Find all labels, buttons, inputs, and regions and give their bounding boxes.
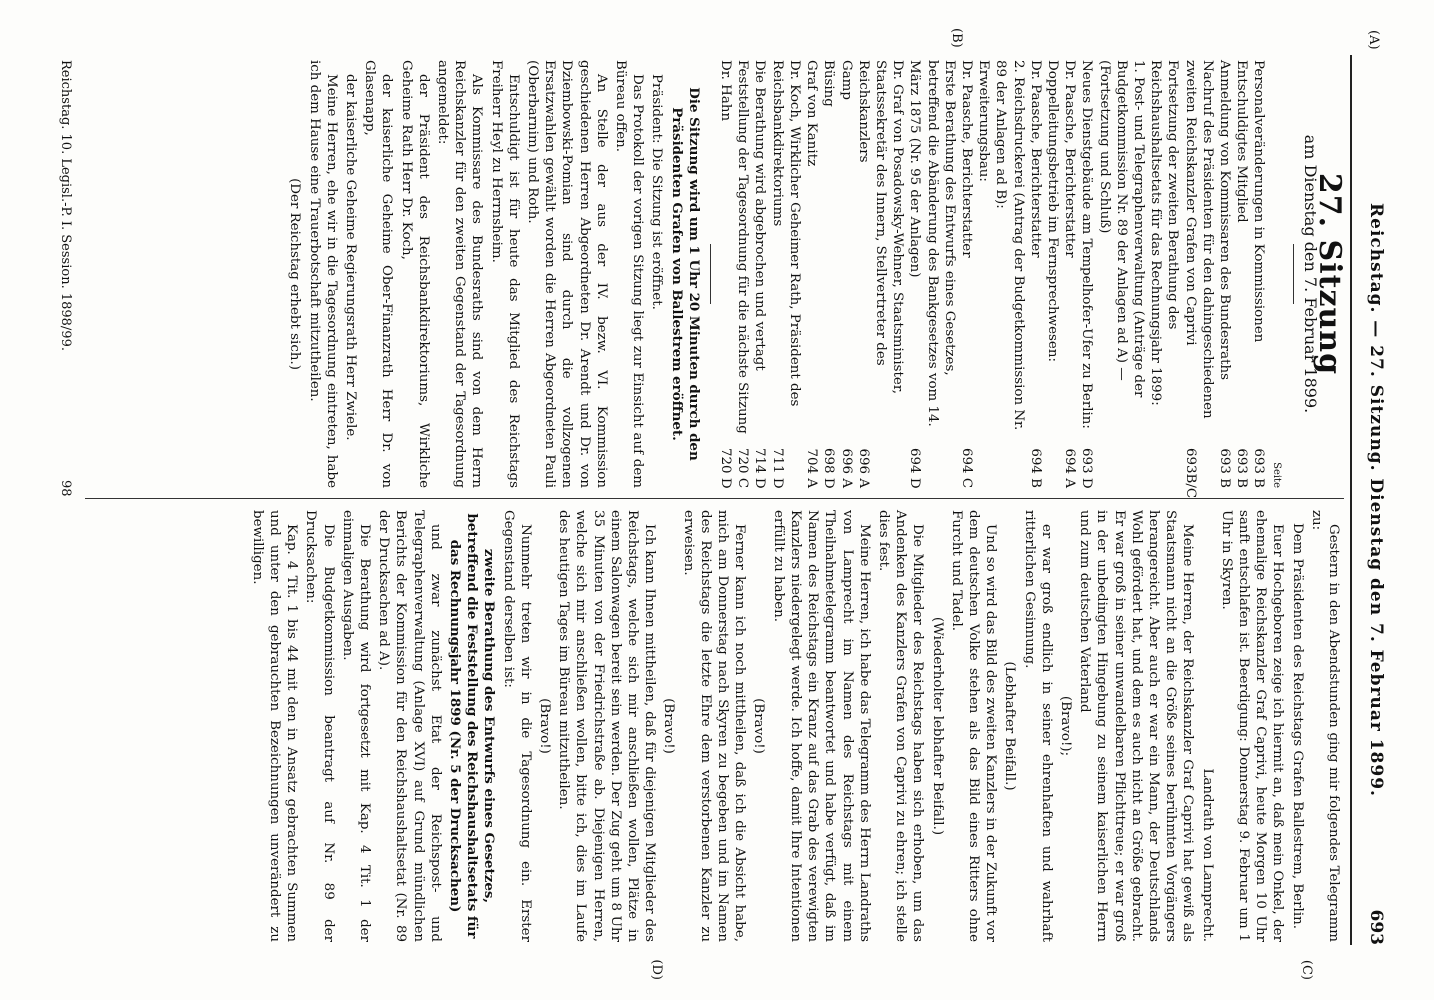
title-separator: [1293, 244, 1294, 304]
toc-entry: [734, 60, 751, 488]
toc-entry: [717, 60, 734, 488]
toc-entry: [837, 60, 854, 488]
toc-entry-text: Dr. Hahn: [718, 60, 734, 122]
toc-entry: [1233, 60, 1250, 488]
toc-entry-text: 1. Post- und Telegraphenverwaltung (Anträge der Budgetkommission Nr. 89 der Anlagen ad A) — (Fortsetzung und Schluß): [1096, 60, 1146, 398]
body-paragraph: (Bravo!): [751, 698, 767, 754]
toc-entry-page: 696 A: [855, 448, 871, 488]
body-paragraph: An Stelle der aus der IV. bezw. VI. Kommission geschiedenen Herren Abgeordneten Dr. Arendt und Dr. von Dziembowski-Pomian sind durch die vollzogenen Ersatzwahlen gewählt worden die Herren Abgeordneten Pauli (Oberbarnim) und Roth.: [525, 60, 609, 488]
toc-seite-label: Seite: [1270, 462, 1282, 488]
body-paragraph: Präsident: Die Sitzung ist eröffnet.: [649, 74, 665, 310]
toc-entry-text: Neues Dienstgebäude am Tempelhofer-Ufer zu Berlin:: [1079, 60, 1095, 429]
body-paragraph: Entschuldigt ist für heute das Mitglied des Reichstags Freiherr Heyl zu Herrnsheim.: [488, 60, 521, 488]
body-paragraph: Kap. 4 Tit. 1 bis 44 mit den in Ansatz gebrachten Summen und unter den gebrauchten Bezeichnungen unverändert zu bewilligen.: [249, 510, 300, 942]
toc-entry-page: 694 D: [907, 448, 923, 489]
left-column: [284, 60, 1347, 499]
toc-entry: [751, 60, 768, 488]
body-paragraph: Nunmehr treten wir in die Tagesordnung ein. Erster Gegenstand derselben ist:: [500, 510, 533, 942]
body-paragraph: Die Budgetkommission beantragt auf Nr. 89 der Drucksachen:: [303, 510, 336, 942]
body-paragraph: (Bravo!);: [1057, 695, 1073, 757]
toc-entry: [1027, 60, 1044, 488]
body-paragraph: Und so wird das Bild des zweiten Kanzlers in der Zukunft vor dem deutschen Volke stehen als das Bild eines Ritters ohne Furcht und Tadel.: [948, 510, 999, 942]
header-rule: [1350, 55, 1352, 945]
toc-entry-page: 711 D: [769, 448, 785, 489]
toc-entry-page: 698 D: [821, 448, 837, 489]
body-paragraph: Meine Herren, der Reichskanzler Graf Caprivi hat gewiß als Staatsmann nicht an die Größe seines berühmten Vorgängers herangereicht. Aber auch er war ein Mann, der Deutschlands Wohl gefördert hat, und dem es auch nicht an Größe gebracht. Er war groß in seiner unwandelbaren Pflichttreue; er war groß in der unbedingten Hingebung zu seinem kaiserlichen Herrn und zum deutschen Vaterland: [1077, 510, 1196, 942]
body-paragraph: Meine Herren, ehe wir in die Tagesordnung eintreten, habe ich dem Hause eine Trauerbotschaft mitzutheilen.: [306, 60, 339, 488]
toc-entry-text: Gamp: [838, 60, 854, 100]
toc-entry: [906, 60, 958, 488]
toc-entry: [820, 60, 837, 488]
toc-entry-page: 694 B: [1027, 448, 1043, 488]
toc-entry: [1078, 60, 1095, 488]
column-divider: [85, 498, 1344, 499]
toc-entry-text: Feststellung der Tagesordnung für die nächste Sitzung: [735, 60, 751, 434]
toc-entry-text: Anmeldung von Kommissaren des Bundesraths: [1216, 60, 1232, 381]
running-title: Reichstag. — 27. Sitzung. Dienstag den 7. Februar 1899.: [1366, 203, 1386, 797]
toc-entry-page: 696 A: [838, 448, 854, 488]
toc-entry: [958, 60, 975, 488]
body-paragraph: und zwar zunächst Etat der Reichspost- und Telegraphenverwaltung (Anlage XVI) auf Grund mündlichen Berichts der Kommission für den Reichshaushaltsetat (Nr. 89 der Drucksachen ad A).: [376, 510, 443, 942]
toc-entry: [1044, 60, 1061, 488]
body-paragraph: Die Berathung wird fortgesetzt mit Kap. 4 Tit. 1 der einmaligen Ausgaben.: [339, 510, 373, 942]
page-number: 693: [1366, 909, 1386, 945]
toc-entry-page: 693B/C: [1182, 448, 1198, 499]
toc-entry-text: Personalveränderungen in Kommissionen: [1251, 60, 1267, 343]
toc-entry-page: 704 A: [804, 448, 820, 488]
toc-entry: [769, 60, 803, 488]
body-paragraph: (Bravo!): [537, 698, 553, 754]
toc-entry-page: 694 A: [1062, 448, 1078, 488]
toc-entry-page: 693 B: [1251, 448, 1267, 488]
toc-separator: [710, 244, 711, 304]
toc-entry-page: 720 D: [718, 448, 734, 489]
toc-entry-page: 693 D: [1079, 448, 1095, 489]
body-paragraph: (Der Reichstag erhebt sich.): [287, 178, 303, 370]
left-body-text: [286, 60, 702, 488]
body-paragraph: Als Kommissare des Bundesraths sind von dem Herrn Reichskanzler für den zweiten Gegenstand der Tagesordnung angemeldet:: [435, 60, 485, 488]
toc-entry-page: 694 C: [958, 448, 974, 489]
body-paragraph: der kaiserliche Geheime Ober-Finanzrath Herr Dr. von Glasenapp,: [362, 60, 395, 488]
toc-entry-text: Fortsetzung der zweiten Berathung des Reichshaushaltsetats für das Rechnungsjahr 1899:: [1148, 60, 1181, 406]
toc-entry-text: Graf von Kanitz: [804, 60, 820, 167]
toc-entry-text: 2. Reichsdruckerei (Antrag der Budgetkommission Nr. 89 der Anlagen ad B):: [993, 60, 1026, 431]
toc-entry: [1181, 60, 1215, 499]
margin-mark-a: (A): [1366, 30, 1381, 50]
running-header: [1356, 30, 1386, 945]
toc-entry-text: Dr. Graf von Posadowsky-Wehner, Staatsminister, Staatssekretär des Innern, Stellvertreter des Reichskanzlers: [855, 60, 906, 395]
body-paragraph: Die Sitzung wird um 1 Uhr 20 Minuten durch den Präsidenten Grafen von Ballestrem eröffnet.: [668, 87, 702, 461]
toc-entry: [855, 60, 907, 488]
body-paragraph: Landrath von Lamprecht.: [1199, 768, 1215, 942]
body-paragraph: Die Mitglieder des Reichstags haben sich erhoben, um das Andenken des Kanzlers Grafen von Caprivi zu ehren; ich stelle dies fest.: [875, 510, 926, 942]
margin-mark-c: (C): [1299, 959, 1314, 980]
toc-entry: [1216, 60, 1233, 488]
body-paragraph: (Lebhafter Beifall.): [1002, 661, 1018, 791]
toc-entry: [992, 60, 1026, 488]
session-date: am Dienstag den 7. Februar 1899.: [1300, 134, 1320, 414]
toc-entry-page: 693 B: [1216, 448, 1232, 488]
body-paragraph: Dem Präsidenten des Reichstags Grafen Ballestrem, Berlin.: [1289, 522, 1305, 929]
toc-entry-text: Die Berathung wird abgebrochen und vertagt: [752, 60, 768, 371]
toc-entry-text: Erweiterungsbau:: [976, 60, 992, 182]
toc-entry-page: 714 D: [752, 448, 768, 489]
margin-mark-b: (B): [949, 28, 964, 48]
toc-entry: [1147, 60, 1181, 488]
body-paragraph: er war groß endlich in seiner ehrenhaften und wahrhaft ritterlichen Gesinnung.: [1021, 510, 1054, 942]
body-paragraph: (Bravo!): [661, 698, 677, 754]
toc-entry-text: Dr. Koch, Wirklicher Geheimer Rath, Präsident des Reichsbankdirektoriums: [769, 60, 802, 407]
toc-entry: [1061, 60, 1078, 488]
footer-sheet-number: 98: [58, 480, 73, 497]
right-column: [247, 510, 1342, 942]
toc-entry: [1250, 60, 1267, 488]
body-paragraph: (Wiederholter lebhafter Beifall.): [929, 616, 945, 836]
margin-mark-d: (D): [649, 959, 664, 980]
toc-entry-text: Büsing: [821, 60, 837, 107]
toc-entry-text: Dr. Paasche, Berichterstatter: [958, 60, 974, 258]
toc-entry-text: Doppelleitungsbetrieb im Fernsprechwesen:: [1044, 60, 1060, 362]
toc-entry: [1095, 60, 1147, 488]
body-paragraph: Meine Herren, ich habe das Telegramm des Herrn Landraths von Lamprecht im Namen des Reichstags mit einem Theilnahmetelegramm beantwortet und habe verfügt, daß im Namen des Reichstags ein Kranz auf das Grab des verewigten Kanzlers niedergelegt werde. Ich hoffe, damit Ihre Intentionen erfüllt zu haben.: [770, 510, 872, 942]
toc-entry-page: 693 B: [1234, 448, 1250, 488]
toc-entry-text: Nachruf des Präsidenten für den dahingeschiedenen zweiten Reichskanzler Grafen von Caprivi: [1182, 60, 1215, 419]
body-paragraph: der kaiserliche Geheime Regierungsrath Herr Zwiele.: [343, 74, 359, 441]
body-paragraph: Ferner kann ich noch mittheilen, daß ich die Absicht habe, mich am Donnerstag nach Skyren zu begeben und im Namen des Reichstags die letzte Ehre dem verstorbenen Kanzler zu erweisen.: [680, 510, 748, 942]
body-paragraph: Gestern in den Abendstunden ging mir folgendes Telegramm zu:: [1308, 510, 1341, 942]
toc-entry-page: 720 C: [735, 448, 751, 489]
footer-session-info: Reichstag. 10. Legisl.-P. I. Session. 1898/99.: [58, 60, 73, 351]
toc-entry: [975, 60, 992, 488]
toc-entry-text: Dr. Paasche, Berichterstatter: [1062, 60, 1078, 258]
toc-entry-text: Erste Berathung des Entwurfs eines Gesetzes, betreffend die Abänderung des Bankgesetzes vom 14. März 1875 (Nr. 95 der Anlagen): [907, 60, 957, 427]
session-title: 27. Sitzung: [1312, 172, 1347, 376]
table-of-contents: [717, 60, 1268, 499]
body-paragraph: Ich kann Ihnen mittheilen, daß für diejenigen Mitglieder des Reichstags, welche sich mir anschließen wollen, Plätze in einem Salonwagen bereit sein werden. Der Zug geht um 8 Uhr 35 Minuten von der Friedrichstraße ab. Diejenigen Herren, welche sich mir anschließen wollen, bitte ich, dies im Laufe des heutigen Tages im Büreau mitzutheilen.: [556, 510, 658, 942]
body-paragraph: Euer Hochgeboren zeige ich hiermit an, daß mein Onkel, der ehemalige Reichskanzler Graf Caprivi, heute Morgen 10 Uhr sanft entschlafen ist. Beerdigung: Donnerstag 9. Februar um 1 Uhr in Skyren.: [1218, 510, 1286, 942]
toc-entry-text: Dr. Paasche, Berichterstatter: [1027, 60, 1043, 258]
toc-entry: [803, 60, 820, 488]
body-paragraph: der Präsident des Reichsbankdirektoriums, Wirkliche Geheime Rath Herr Dr. Koch,: [398, 60, 431, 488]
toc-entry-text: Entschuldigtes Mitglied: [1234, 60, 1250, 223]
body-paragraph: Das Protokoll der vorigen Sitzung liegt zur Einsicht auf dem Büreau offen.: [613, 60, 646, 488]
body-paragraph: zweite Berathung des Entwurfs eines Gesetzes, betreffend die Feststellung des Reichshaushaltsetats für das Rechnungsjahr 1899 (Nr. 5 der Drucksachen): [447, 513, 498, 939]
